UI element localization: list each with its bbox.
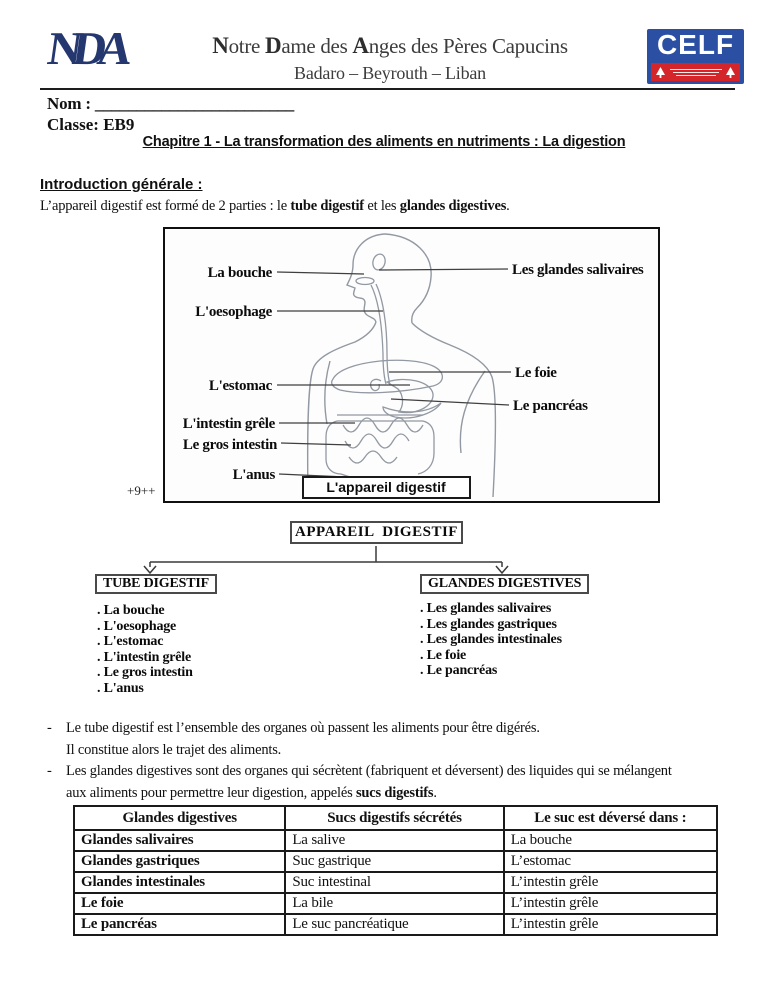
table-cell: La bouche [504, 830, 717, 851]
intro-text: . [506, 198, 510, 214]
table-header-row [74, 806, 717, 830]
list-item: . Les glandes gastriques [420, 616, 557, 632]
column-header: Le suc est déversé dans : [504, 806, 717, 830]
mouth-shape [356, 278, 374, 285]
down-arrow-icon [144, 566, 156, 573]
list-item: . L'intestin grêle [97, 649, 191, 665]
digestive-system-figure [165, 229, 658, 501]
table-cell: L’intestin grêle [504, 872, 717, 893]
diagram-label-estomac: L'estomac [208, 378, 272, 394]
diagram-label-oesophage: L'oesophage [195, 304, 272, 320]
school-name-part: otre [228, 34, 266, 58]
diagram-label-intestin-grele: L'intestin grêle [182, 416, 275, 432]
flowchart-root-box: APPAREIL DIGESTIF [290, 521, 463, 544]
intro-text: L’appareil digestif est formé de 2 parties : le [40, 198, 291, 214]
school-name-initial: N [212, 33, 229, 58]
school-name [180, 33, 600, 59]
column-header: Sucs digestifs sécrétés [285, 806, 503, 830]
glandes-digestives-list [420, 601, 562, 679]
intro-paragraph [40, 198, 510, 215]
school-name-initial: D [265, 33, 282, 58]
diagram-label-pancreas: Le pancréas [513, 398, 588, 414]
column-header: Glandes digestives [74, 806, 285, 830]
list-item: . La bouche [97, 603, 165, 618]
list-item: . Les glandes intestinales [420, 632, 562, 648]
note-line [47, 761, 672, 783]
school-location: Badaro – Beyrouth – Liban [294, 63, 486, 83]
salivary-gland-shape [371, 253, 387, 272]
school-name-initial: A [352, 33, 369, 58]
indent [47, 783, 66, 805]
diagram-label-la-bouche: La bouche [207, 265, 272, 281]
diagram-label-foie: Le foie [515, 365, 557, 381]
indent [47, 740, 66, 762]
note-bold-sucs-digestifs: sucs digestifs [355, 784, 434, 801]
school-name-part: ame des [281, 34, 353, 58]
note-text: aux aliments pour permettre leur digestion, appelés [66, 784, 356, 801]
intro-bold-tube-digestif: tube digestif [290, 198, 364, 214]
note-text: . [433, 784, 437, 801]
table-cell: Suc intestinal [285, 872, 503, 893]
celf-logo-text: CELF [656, 29, 735, 60]
school-header [180, 33, 600, 84]
table-cell: Le suc pancréatique [285, 914, 503, 935]
table-cell: La bile [285, 893, 503, 914]
celf-logo [647, 29, 744, 84]
list-item: . Le foie [420, 647, 467, 663]
note-text: Il constitue alors le trajet des aliments. [66, 741, 282, 758]
celf-small-text-lines [667, 69, 724, 76]
diagram-label-anus: L'anus [232, 467, 275, 483]
table-row [74, 893, 717, 914]
esophagus-line [371, 285, 386, 384]
diagram-caption: L'appareil digestif [326, 479, 446, 495]
small-intestine-squiggle [349, 451, 397, 463]
flowchart-glandes-digestives-box: GLANDES DIGESTIVES [420, 574, 589, 594]
table-cell: Glandes gastriques [74, 851, 285, 872]
list-item: . Le gros intestin [97, 665, 193, 681]
table-cell: Glandes salivaires [74, 830, 285, 851]
table-row [74, 851, 717, 872]
list-item: . Les glandes salivaires [420, 601, 552, 616]
diagram-label-glandes-salivaires: Les glandes salivaires [512, 262, 644, 278]
note-text: Le tube digestif est l’ensemble des organes où passent les aliments pour être digérés. [66, 720, 540, 736]
intro-text: et les [363, 198, 400, 214]
table-cell: L’intestin grêle [504, 893, 717, 914]
table-cell: L’estomac [504, 851, 717, 872]
note-line [47, 718, 672, 740]
digestive-system-diagram [163, 227, 660, 503]
chapter-title: Chapitre 1 - La transformation des aliments en nutriments : La digestion [142, 134, 626, 150]
nda-school-logo: NDA [44, 23, 127, 75]
table-row [74, 914, 717, 935]
class-field-line: Classe: EB9 [47, 115, 135, 134]
intro-heading: Introduction générale : [40, 176, 203, 193]
flowchart-tube-digestif-box: TUBE DIGESTIF [95, 574, 217, 594]
list-item: . L'oesophage [97, 618, 177, 634]
digestive-organs-sketch [326, 253, 442, 488]
diagram-label-gros-intestin: Le gros intestin [182, 437, 277, 453]
down-arrow-icon [496, 566, 508, 573]
large-intestine-descending [326, 421, 341, 474]
celf-logo-red-band [651, 63, 740, 81]
note-text: Les glandes digestives sont des organes qui sécrètent (fabriquent et déversent) des liquides qui se mélangent [66, 763, 672, 779]
table-row [74, 872, 717, 893]
tube-digestif-list [97, 603, 193, 697]
small-intestine-squiggle [343, 418, 423, 432]
digestive-glands-table [73, 805, 718, 936]
table-row [74, 830, 717, 851]
table-cell: Glandes intestinales [74, 872, 285, 893]
school-name-part: nges des Pères Capucins [368, 34, 568, 58]
note-line [47, 783, 672, 805]
definition-notes [47, 718, 672, 804]
table-cell: Le pancréas [74, 914, 285, 935]
list-item: . Le pancréas [420, 663, 498, 679]
list-item: . L'anus [97, 680, 144, 696]
dash-bullet: - [47, 720, 52, 736]
intro-bold-glandes-digestives: glandes digestives [399, 198, 507, 214]
note-text [66, 783, 437, 805]
pancreas-shape [383, 403, 441, 418]
table-cell: Suc gastrique [285, 851, 503, 872]
cedar-tree-icon [654, 66, 667, 79]
table-cell: L’intestin grêle [504, 914, 717, 935]
small-intestine-squiggle [345, 434, 409, 448]
dash-bullet: - [47, 763, 52, 779]
name-field-line: Nom : ________________________ [47, 94, 295, 113]
note-line [47, 740, 672, 762]
cedar-tree-icon [724, 66, 737, 79]
header-divider [40, 88, 735, 90]
table-cell: Le foie [74, 893, 285, 914]
list-item: . L'estomac [97, 634, 164, 650]
table-cell: La salive [285, 830, 503, 851]
stray-marks: +9++ [127, 483, 156, 498]
